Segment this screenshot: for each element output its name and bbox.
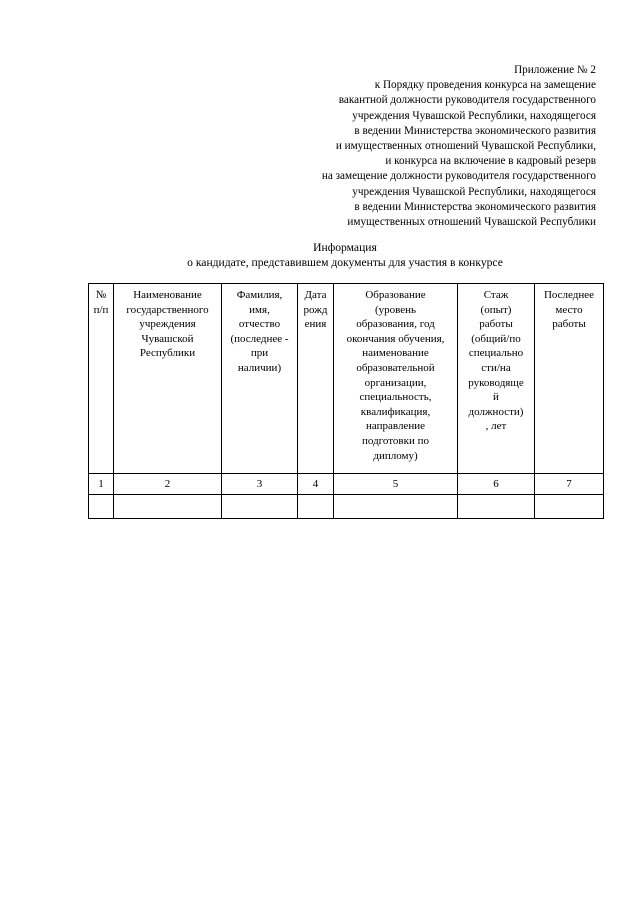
appendix-line: учреждения Чувашской Республики, находящегося — [352, 109, 596, 122]
header-cell-full-name: Фамилия, имя, отчество (последнее - при наличии) — [222, 284, 298, 474]
column-number-cell: 5 — [334, 474, 458, 495]
title-heading: Информация — [313, 241, 377, 254]
column-number-cell: 7 — [535, 474, 604, 495]
candidate-info-table — [88, 283, 604, 519]
appendix-line: вакантной должности руководителя государственного — [338, 94, 596, 107]
appendix-block — [322, 63, 596, 230]
column-number-cell: 6 — [458, 474, 535, 495]
column-number-cell: 4 — [298, 474, 334, 495]
empty-cell — [458, 495, 535, 519]
empty-cell — [334, 495, 458, 519]
appendix-line: и имущественных отношений Чувашской Республики, — [335, 140, 596, 153]
appendix-line: и конкурса на включение в кадровый резерв — [385, 155, 596, 168]
empty-cell — [222, 495, 298, 519]
header-cell-education: Образование (уровень образования, год окончания обучения, наименование образовательной организации, специальность, квалификация, направление подготовки по диплому) — [334, 284, 458, 474]
title-subheading: о кандидате, представившем документы для участия в конкурсе — [187, 255, 503, 269]
empty-data-row — [89, 495, 604, 519]
appendix-line: Приложение № 2 — [514, 64, 596, 76]
column-number-cell: 1 — [89, 474, 114, 495]
header-cell-institution: Наименование государственного учреждения Чувашской Республики — [114, 284, 222, 474]
header-cell-last-workplace: Последнее место работы — [535, 284, 604, 474]
header-cell-experience: Стаж (опыт) работы (общий/по специально сти/на руководяще й должности) , лет — [458, 284, 535, 474]
appendix-line: на замещение должности руководителя государственного — [321, 170, 596, 183]
appendix-line: к Порядку проведения конкурса на замещение — [374, 79, 596, 92]
empty-cell — [89, 495, 114, 519]
appendix-line: в ведении Министерства экономического развития — [354, 200, 596, 213]
header-cell-number: № п/п — [89, 284, 114, 474]
table-header-row — [89, 284, 604, 474]
column-number-row — [89, 474, 604, 495]
appendix-line: имущественных отношений Чувашской Республики — [347, 216, 596, 229]
empty-cell — [298, 495, 334, 519]
column-number-cell: 2 — [114, 474, 222, 495]
appendix-line: учреждения Чувашской Республики, находящегося — [352, 185, 596, 198]
header-cell-birth-date: Дата рожд ения — [298, 284, 334, 474]
empty-cell — [114, 495, 222, 519]
column-number-cell: 3 — [222, 474, 298, 495]
document-title — [0, 241, 640, 270]
empty-cell — [535, 495, 604, 519]
appendix-line: в ведении Министерства экономического развития — [354, 124, 596, 137]
